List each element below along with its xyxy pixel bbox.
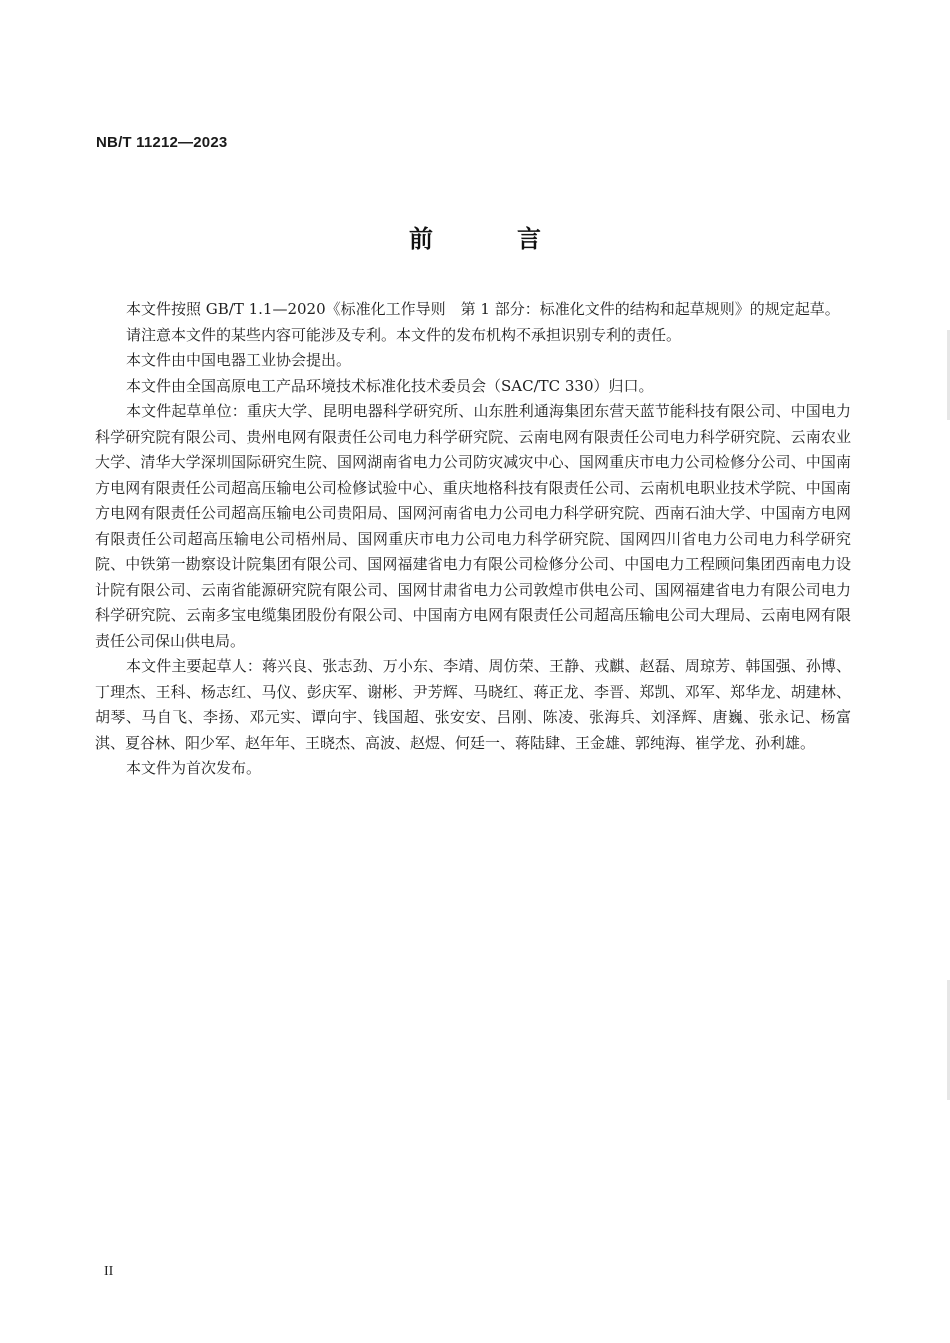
foreword-body — [95, 297, 851, 782]
page-title: 前 言 — [409, 225, 571, 253]
page-number: II — [104, 1264, 114, 1279]
paragraph-proposer: 本文件由中国电器工业协会提出。 — [126, 351, 352, 369]
paragraph-drafters: 本文件主要起草人：蒋兴良、张志劲、万小东、李靖、周仿荣、王静、戎麒、赵磊、周琼芳、韩国强、孙博、丁理杰、王科、杨志红、马仪、彭庆军、谢彬、尹芳辉、马晓红、蒋正龙、李晋、郑凯、邓军、郑华龙、胡建林、胡琴、马自飞、李扬、邓元实、谭向宇、钱国超、张安安、吕刚、陈凌、张海兵、刘泽辉、唐巍、张永记、杨富淇、夏谷林、阳少军、赵年年、王晓杰、高波、赵煜、何廷一、蒋陆肆、王金雄、郭纯海、崔学龙、孙利雄。 — [95, 657, 851, 752]
paragraph-first-edition: 本文件为首次发布。 — [126, 759, 262, 777]
paragraph-drafting-rules: 本文件按照 GB/T 1.1—2020《标准化工作导则 第 1 部分：标准化文件的结构和起草规则》的规定起草。 — [126, 300, 840, 318]
paragraph-patent-notice: 请注意本文件的某些内容可能涉及专利。本文件的发布机构不承担识别专利的责任。 — [126, 325, 682, 344]
standard-number: NB/T 11212—2023 — [96, 134, 228, 151]
paragraph-drafting-units: 本文件起草单位：重庆大学、昆明电器科学研究所、山东胜利通海集团东营天蓝节能科技有限公司、中国电力科学研究院有限公司、贵州电网有限责任公司电力科学研究院、云南电网有限责任公司电力科学研究院、云南农业大学、清华大学深圳国际研究生院、国网湖南省电力公司防灾减灾中心、国网重庆市电力公司检修分公司、中国南方电网有限责任公司超高压输电公司检修试验中心、重庆地格科技有限责任公司、云南机电职业技术学院、中国南方电网有限责任公司超高压输电公司贵阳局、国网河南省电力公司电力科学研究院、西南石油大学、中国南方电网有限责任公司超高压输电公司梧州局、国网重庆市电力公司电力科学研究院、国网四川省电力公司电力科学研究院、中铁第一勘察设计院集团有限公司、国网福建省电力有限公司检修分公司、中国电力工程顾问集团西南电力设计院有限公司、云南省能源研究院有限公司、国网甘肃省电力公司敦煌市供电公司、国网福建省电力有限公司电力科学研究院、云南多宝电缆集团股份有限公司、中国南方电网有限责任公司超高压输电公司大理局、云南电网有限责任公司保山供电局。 — [95, 402, 851, 650]
paragraph-technical-committee: 本文件由全国高原电工产品环境技术标准化技术委员会（SAC/TC 330）归口。 — [126, 376, 654, 395]
